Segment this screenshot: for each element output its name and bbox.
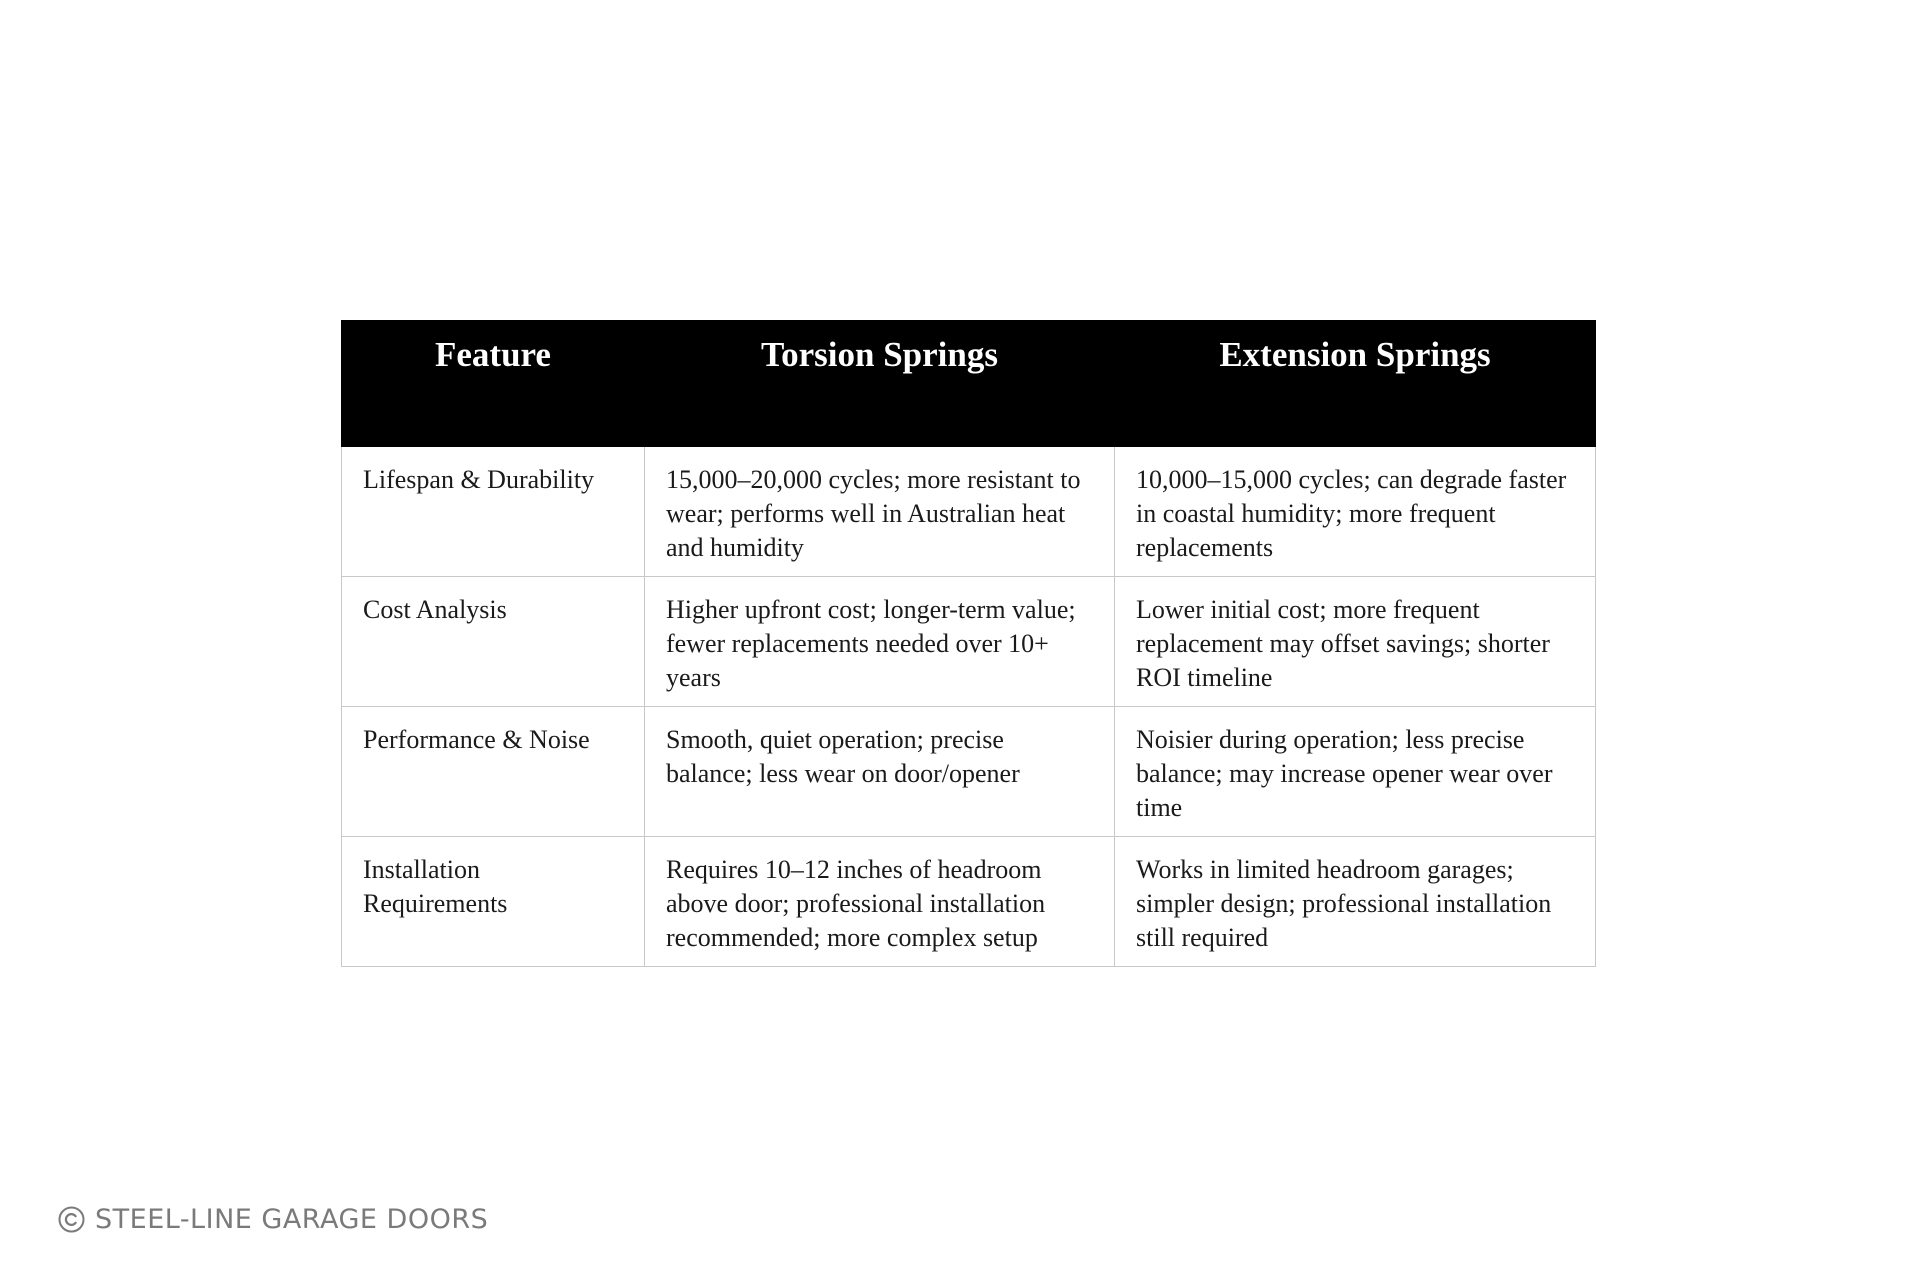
- header-row: [342, 321, 1596, 447]
- row-feature-label: Installation Requirements: [342, 837, 645, 967]
- row-extension-value: Lower initial cost; more frequent replacement may offset savings; shorter ROI timeline: [1115, 577, 1596, 707]
- row-extension-value: Works in limited headroom garages; simpler design; professional installation still required: [1115, 837, 1596, 967]
- row-feature-label: Lifespan & Durability: [342, 447, 645, 577]
- table-row: [342, 447, 1596, 577]
- row-torsion-value: Smooth, quiet operation; precise balance; less wear on door/opener: [645, 707, 1115, 837]
- table-row: [342, 707, 1596, 837]
- copyright-icon: [58, 1206, 85, 1233]
- table-header: [342, 321, 1596, 447]
- header-extension-springs: Extension Springs: [1115, 321, 1596, 447]
- header-torsion-springs: Torsion Springs: [645, 321, 1115, 447]
- watermark-text: STEEL-LINE GARAGE DOORS: [95, 1204, 489, 1235]
- row-extension-value: 10,000–15,000 cycles; can degrade faster in coastal humidity; more frequent replacements: [1115, 447, 1596, 577]
- row-torsion-value: Higher upfront cost; longer-term value; fewer replacements needed over 10+ years: [645, 577, 1115, 707]
- row-feature-label: Performance & Noise: [342, 707, 645, 837]
- table-row: [342, 837, 1596, 967]
- row-extension-value: Noisier during operation; less precise balance; may increase opener wear over time: [1115, 707, 1596, 837]
- comparison-table: [341, 320, 1596, 967]
- table-row: [342, 577, 1596, 707]
- copyright-watermark: [58, 1204, 488, 1235]
- header-feature: Feature: [342, 321, 645, 447]
- row-feature-label: Cost Analysis: [342, 577, 645, 707]
- row-torsion-value: Requires 10–12 inches of headroom above door; professional installation recommended; more complex setup: [645, 837, 1115, 967]
- row-torsion-value: 15,000–20,000 cycles; more resistant to wear; performs well in Australian heat and humidity: [645, 447, 1115, 577]
- table-body: [342, 447, 1596, 967]
